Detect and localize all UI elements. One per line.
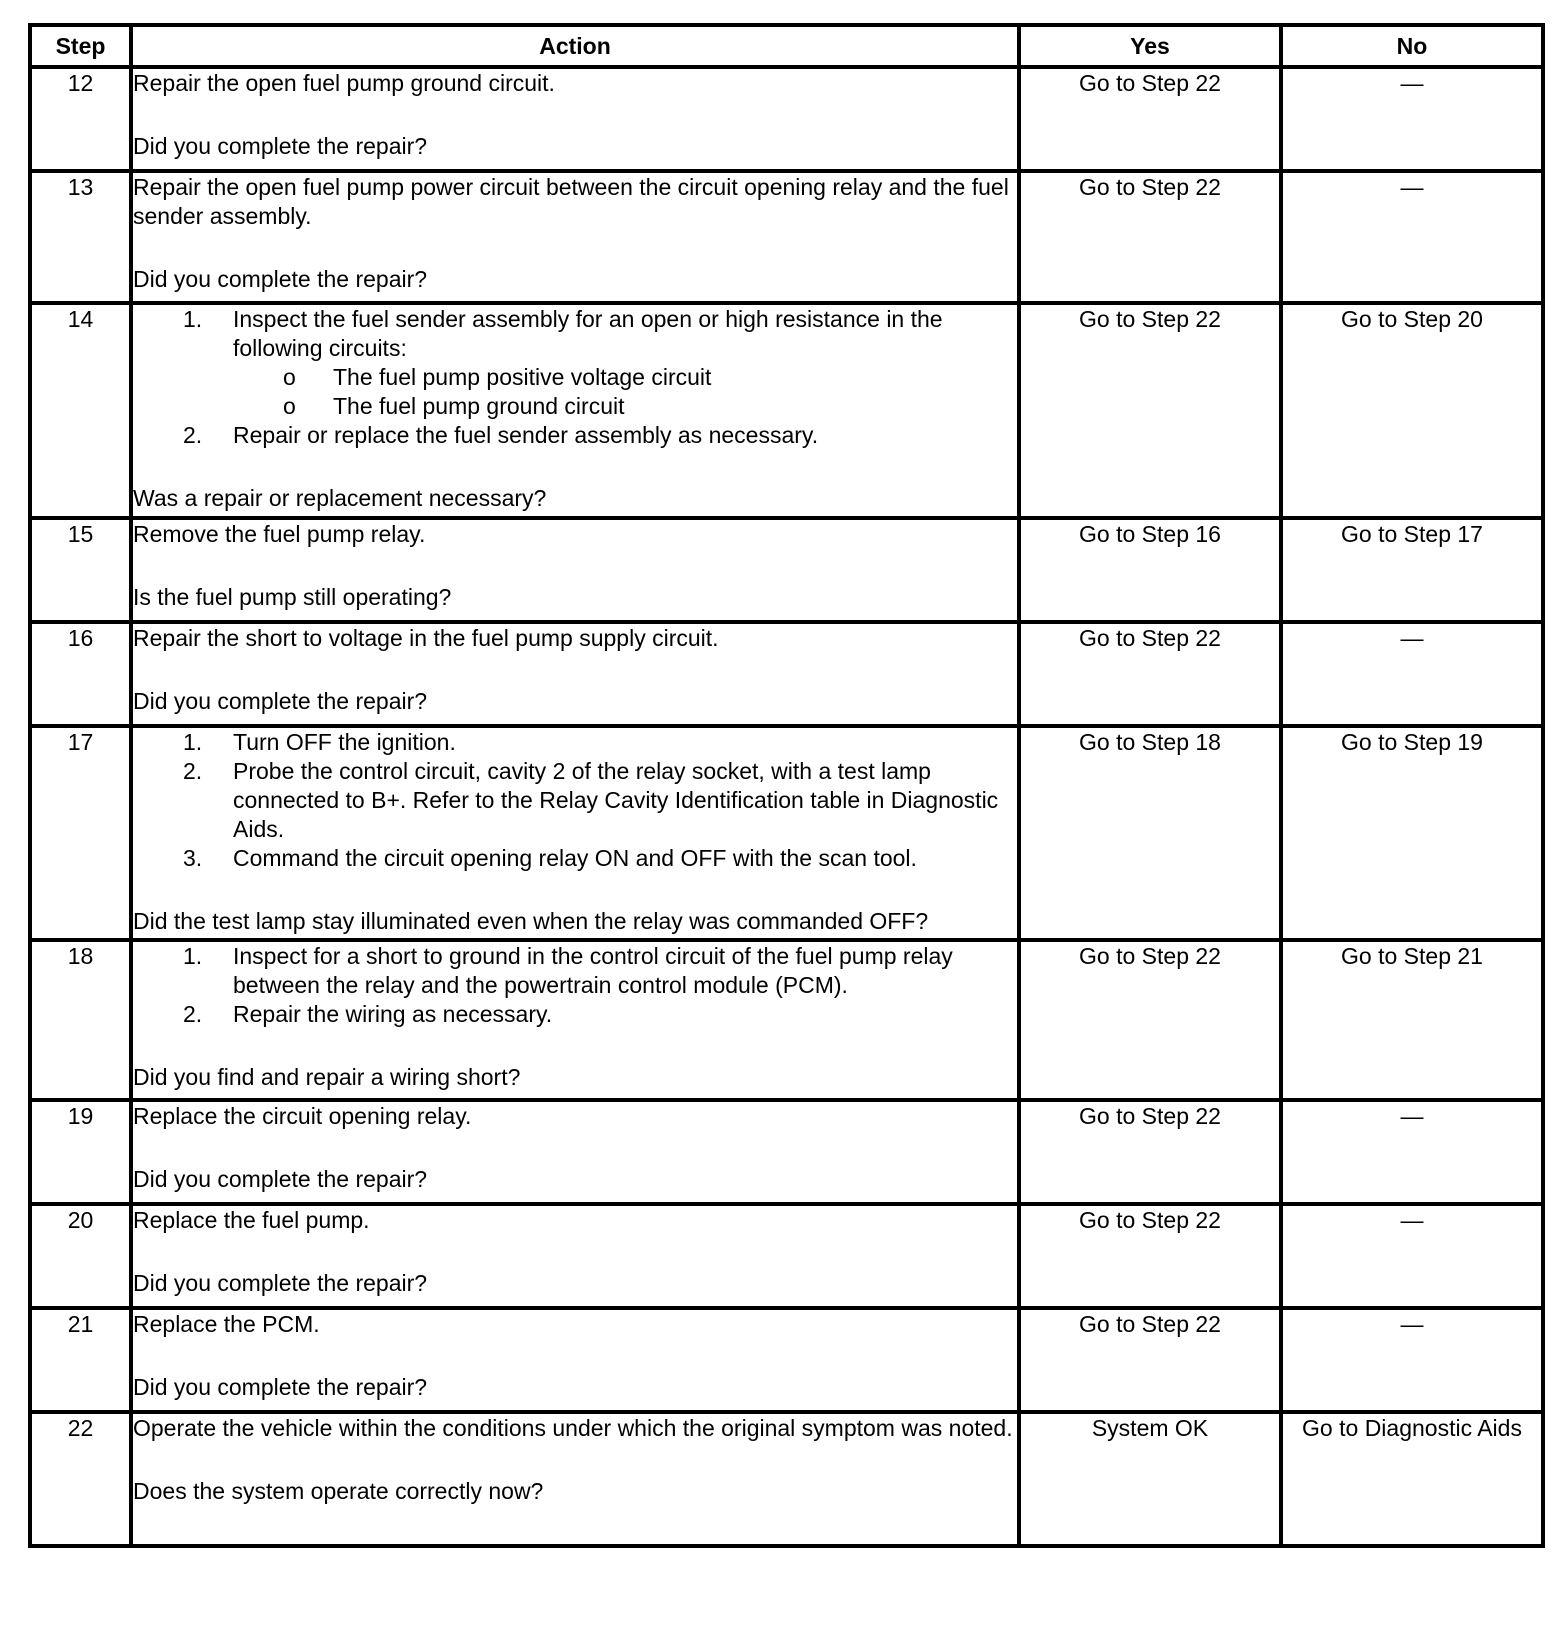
- list-item: [133, 728, 1017, 757]
- action-cell: [131, 940, 1019, 1100]
- step-number: 14: [30, 303, 131, 518]
- sub-list-item: [233, 392, 1017, 421]
- action-question: Did you complete the repair?: [133, 1166, 428, 1192]
- list-text: Inspect the fuel sender assembly for an open or high resistance in the following circuits:: [233, 306, 943, 361]
- action-text: Repair the short to voltage in the fuel pump supply circuit.: [133, 625, 719, 651]
- list-number: 2.: [183, 758, 203, 784]
- list-item: [133, 421, 1017, 450]
- header-step: Step: [30, 25, 131, 67]
- no-result: Go to Step 19: [1281, 726, 1543, 940]
- list-number: 2.: [183, 422, 203, 448]
- action-question: Did you complete the repair?: [133, 1270, 428, 1296]
- sub-list-item: [233, 363, 1017, 392]
- step-number: 13: [30, 171, 131, 303]
- table-row: [30, 171, 1543, 303]
- no-result: —: [1281, 1100, 1543, 1204]
- list-item: [133, 1000, 1017, 1029]
- sub-list-text: The fuel pump ground circuit: [333, 393, 625, 419]
- no-result: —: [1281, 622, 1543, 726]
- yes-result: Go to Step 22: [1019, 1308, 1281, 1412]
- action-cell: [131, 1204, 1019, 1308]
- bullet-icon: o: [283, 393, 296, 419]
- yes-result: Go to Step 18: [1019, 726, 1281, 940]
- yes-result: Go to Step 22: [1019, 171, 1281, 303]
- yes-result: Go to Step 22: [1019, 303, 1281, 518]
- action-cell: [131, 622, 1019, 726]
- step-number: 19: [30, 1100, 131, 1204]
- list-item: [133, 844, 1017, 873]
- no-result: —: [1281, 171, 1543, 303]
- action-text: Replace the fuel pump.: [133, 1207, 370, 1233]
- table-row: [30, 303, 1543, 518]
- diagnostic-table: [28, 23, 1545, 1548]
- list-item: [133, 942, 1017, 1000]
- action-question: Does the system operate correctly now?: [133, 1478, 544, 1504]
- action-question: Did you complete the repair?: [133, 688, 428, 714]
- sub-list: [233, 363, 1017, 421]
- yes-result: Go to Step 22: [1019, 940, 1281, 1100]
- table-row: [30, 1308, 1543, 1412]
- bullet-icon: o: [283, 364, 296, 390]
- no-result: Go to Step 21: [1281, 940, 1543, 1100]
- action-cell: [131, 1412, 1019, 1546]
- table-row: [30, 1412, 1543, 1546]
- action-cell: [131, 518, 1019, 622]
- header-yes: Yes: [1019, 25, 1281, 67]
- step-number: 21: [30, 1308, 131, 1412]
- table-row: [30, 622, 1543, 726]
- yes-result: Go to Step 22: [1019, 1204, 1281, 1308]
- action-text: Operate the vehicle within the conditions under which the original symptom was noted.: [133, 1415, 1013, 1441]
- table-row: [30, 940, 1543, 1100]
- table-row: [30, 1100, 1543, 1204]
- table-row: [30, 518, 1543, 622]
- yes-result: System OK: [1019, 1412, 1281, 1546]
- action-text: Remove the fuel pump relay.: [133, 521, 426, 547]
- action-question: Did the test lamp stay illuminated even when the relay was commanded OFF?: [133, 908, 929, 934]
- list-number: 2.: [183, 1001, 203, 1027]
- action-text: Replace the circuit opening relay.: [133, 1103, 472, 1129]
- list-text: Probe the control circuit, cavity 2 of the relay socket, with a test lamp connected to B+. Refer to the Relay Cavity Identification table in Diagnostic Aids.: [233, 758, 999, 842]
- list-text: Turn OFF the ignition.: [233, 729, 456, 755]
- list-text: Command the circuit opening relay ON and OFF with the scan tool.: [233, 845, 917, 871]
- step-number: 15: [30, 518, 131, 622]
- action-text: Replace the PCM.: [133, 1311, 320, 1337]
- step-number: 20: [30, 1204, 131, 1308]
- action-cell: [131, 303, 1019, 518]
- yes-result: Go to Step 16: [1019, 518, 1281, 622]
- step-number: 18: [30, 940, 131, 1100]
- step-number: 16: [30, 622, 131, 726]
- action-steps-list: [133, 305, 1017, 450]
- action-question: Did you find and repair a wiring short?: [133, 1064, 521, 1090]
- list-text: Repair the wiring as necessary.: [233, 1001, 553, 1027]
- action-question: Was a repair or replacement necessary?: [133, 485, 547, 511]
- no-result: Go to Step 20: [1281, 303, 1543, 518]
- list-text: Repair or replace the fuel sender assembly as necessary.: [233, 422, 819, 448]
- list-number: 3.: [183, 845, 203, 871]
- yes-result: Go to Step 22: [1019, 622, 1281, 726]
- action-cell: [131, 726, 1019, 940]
- list-number: 1.: [183, 306, 203, 332]
- action-question: Did you complete the repair?: [133, 1374, 428, 1400]
- step-number: 22: [30, 1412, 131, 1546]
- action-question: Did you complete the repair?: [133, 133, 428, 159]
- no-result: —: [1281, 1308, 1543, 1412]
- no-result: —: [1281, 67, 1543, 171]
- yes-result: Go to Step 22: [1019, 1100, 1281, 1204]
- action-question: Did you complete the repair?: [133, 266, 428, 292]
- list-number: 1.: [183, 943, 203, 969]
- header-action: Action: [131, 25, 1019, 67]
- action-cell: [131, 67, 1019, 171]
- list-item: [133, 305, 1017, 421]
- list-text: Inspect for a short to ground in the control circuit of the fuel pump relay between the relay and the powertrain control module (PCM).: [233, 943, 953, 998]
- action-cell: [131, 171, 1019, 303]
- action-question: Is the fuel pump still operating?: [133, 584, 452, 610]
- no-result: —: [1281, 1204, 1543, 1308]
- action-cell: [131, 1308, 1019, 1412]
- action-steps-list: [133, 728, 1017, 873]
- action-text: Repair the open fuel pump ground circuit.: [133, 70, 555, 96]
- header-row: [30, 25, 1543, 67]
- no-result: Go to Step 17: [1281, 518, 1543, 622]
- list-item: [133, 757, 1017, 844]
- no-result: Go to Diagnostic Aids: [1281, 1412, 1543, 1546]
- step-number: 12: [30, 67, 131, 171]
- table-row: [30, 67, 1543, 171]
- list-number: 1.: [183, 729, 203, 755]
- table-row: [30, 726, 1543, 940]
- yes-result: Go to Step 22: [1019, 67, 1281, 171]
- step-number: 17: [30, 726, 131, 940]
- action-cell: [131, 1100, 1019, 1204]
- table-row: [30, 1204, 1543, 1308]
- header-no: No: [1281, 25, 1543, 67]
- action-text: Repair the open fuel pump power circuit between the circuit opening relay and the fuel sender assembly.: [133, 174, 1009, 229]
- action-steps-list: [133, 942, 1017, 1029]
- sub-list-text: The fuel pump positive voltage circuit: [333, 364, 712, 390]
